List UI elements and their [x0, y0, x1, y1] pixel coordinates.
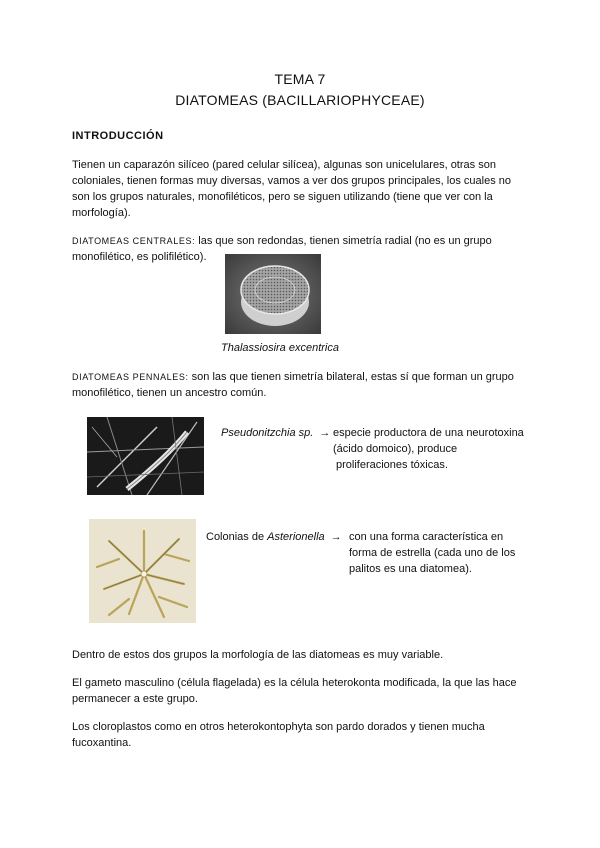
pennales-label: DIATOMEAS PENNALES: — [72, 372, 189, 382]
arrow-icon: → — [319, 427, 331, 439]
pennales-text-1: son las que tienen simetría bilateral, estas sí que forman un grupo — [191, 371, 514, 383]
description-line: forma de estrella (cada uno de los — [349, 547, 516, 559]
asterionella-description — [349, 529, 549, 577]
thalassiosira-figure — [225, 254, 321, 334]
gamete-line: permanecer a este grupo. — [72, 693, 198, 705]
description-line: palitos es una diatomea). — [349, 563, 472, 575]
page-title: TEMA 7 — [274, 71, 326, 87]
thalassiosira-image — [225, 254, 321, 334]
description-line: especie productora de una neurotoxina — [333, 427, 524, 439]
pseudonitzschia-name-block — [221, 425, 336, 441]
description-line: proliferaciones tóxicas. — [336, 459, 448, 471]
arrow-icon: → — [330, 531, 342, 543]
pseudonitzschia-figure — [87, 417, 204, 495]
pseudonitzschia-description — [333, 425, 553, 473]
gamete-paragraph — [72, 675, 542, 707]
page-subtitle: DIATOMEAS (BACILLARIOPHYCEAE) — [175, 92, 425, 108]
pennales-text-2: monofilético, tienen un ancestro común. — [72, 387, 267, 399]
morphology-paragraph: Dentro de estos dos grupos la morfología de las diatomeas es muy variable. — [72, 649, 444, 661]
intro-heading: INTRODUCCIÓN — [72, 130, 164, 142]
pseudonitzschia-name: Pseudonitzchia sp. — [221, 427, 314, 439]
intro-paragraph — [72, 157, 532, 221]
chloroplast-line: Los cloroplastos como en otros heterokontophyta son pardo dorados y tienen mucha — [72, 721, 485, 733]
asterionella-name-block — [206, 529, 348, 545]
intro-line: Tienen un caparazón silíceo (pared celular silícea), algunas son unicelulares, otras son — [72, 159, 496, 171]
thalassiosira-caption: Thalassiosira excentrica — [221, 342, 339, 354]
intro-line: son los grupos naturales, monofiléticos, pero se siguen utilizando (tiene que ver con la — [72, 191, 493, 203]
asterionella-name: Asterionella — [267, 531, 325, 543]
description-line: con una forma característica en — [349, 531, 504, 543]
gamete-line: El gameto masculino (célula flagelada) es la célula heterokonta modificada, la que las hace — [72, 677, 517, 689]
pseudonitzschia-image — [87, 417, 204, 495]
centrales-label: DIATOMEAS CENTRALES: — [72, 236, 196, 246]
intro-line: morfología). — [72, 207, 131, 219]
chloroplast-line: fucoxantina. — [72, 737, 132, 749]
pennales-paragraph — [72, 369, 542, 401]
asterionella-image — [89, 519, 196, 623]
asterionella-figure — [89, 519, 196, 623]
intro-line: coloniales, tienen formas muy diversas, vamos a ver dos grupos principales, los cuales no — [72, 175, 511, 187]
description-line: (ácido domoico), produce — [333, 443, 458, 455]
centrales-text-1: las que son redondas, tienen simetría radial (no es un grupo — [198, 235, 492, 247]
centrales-text-2: monofilético, es polifilético). — [72, 251, 207, 263]
chloroplast-paragraph — [72, 719, 542, 751]
asterionella-prefix: Colonias de — [206, 531, 265, 543]
